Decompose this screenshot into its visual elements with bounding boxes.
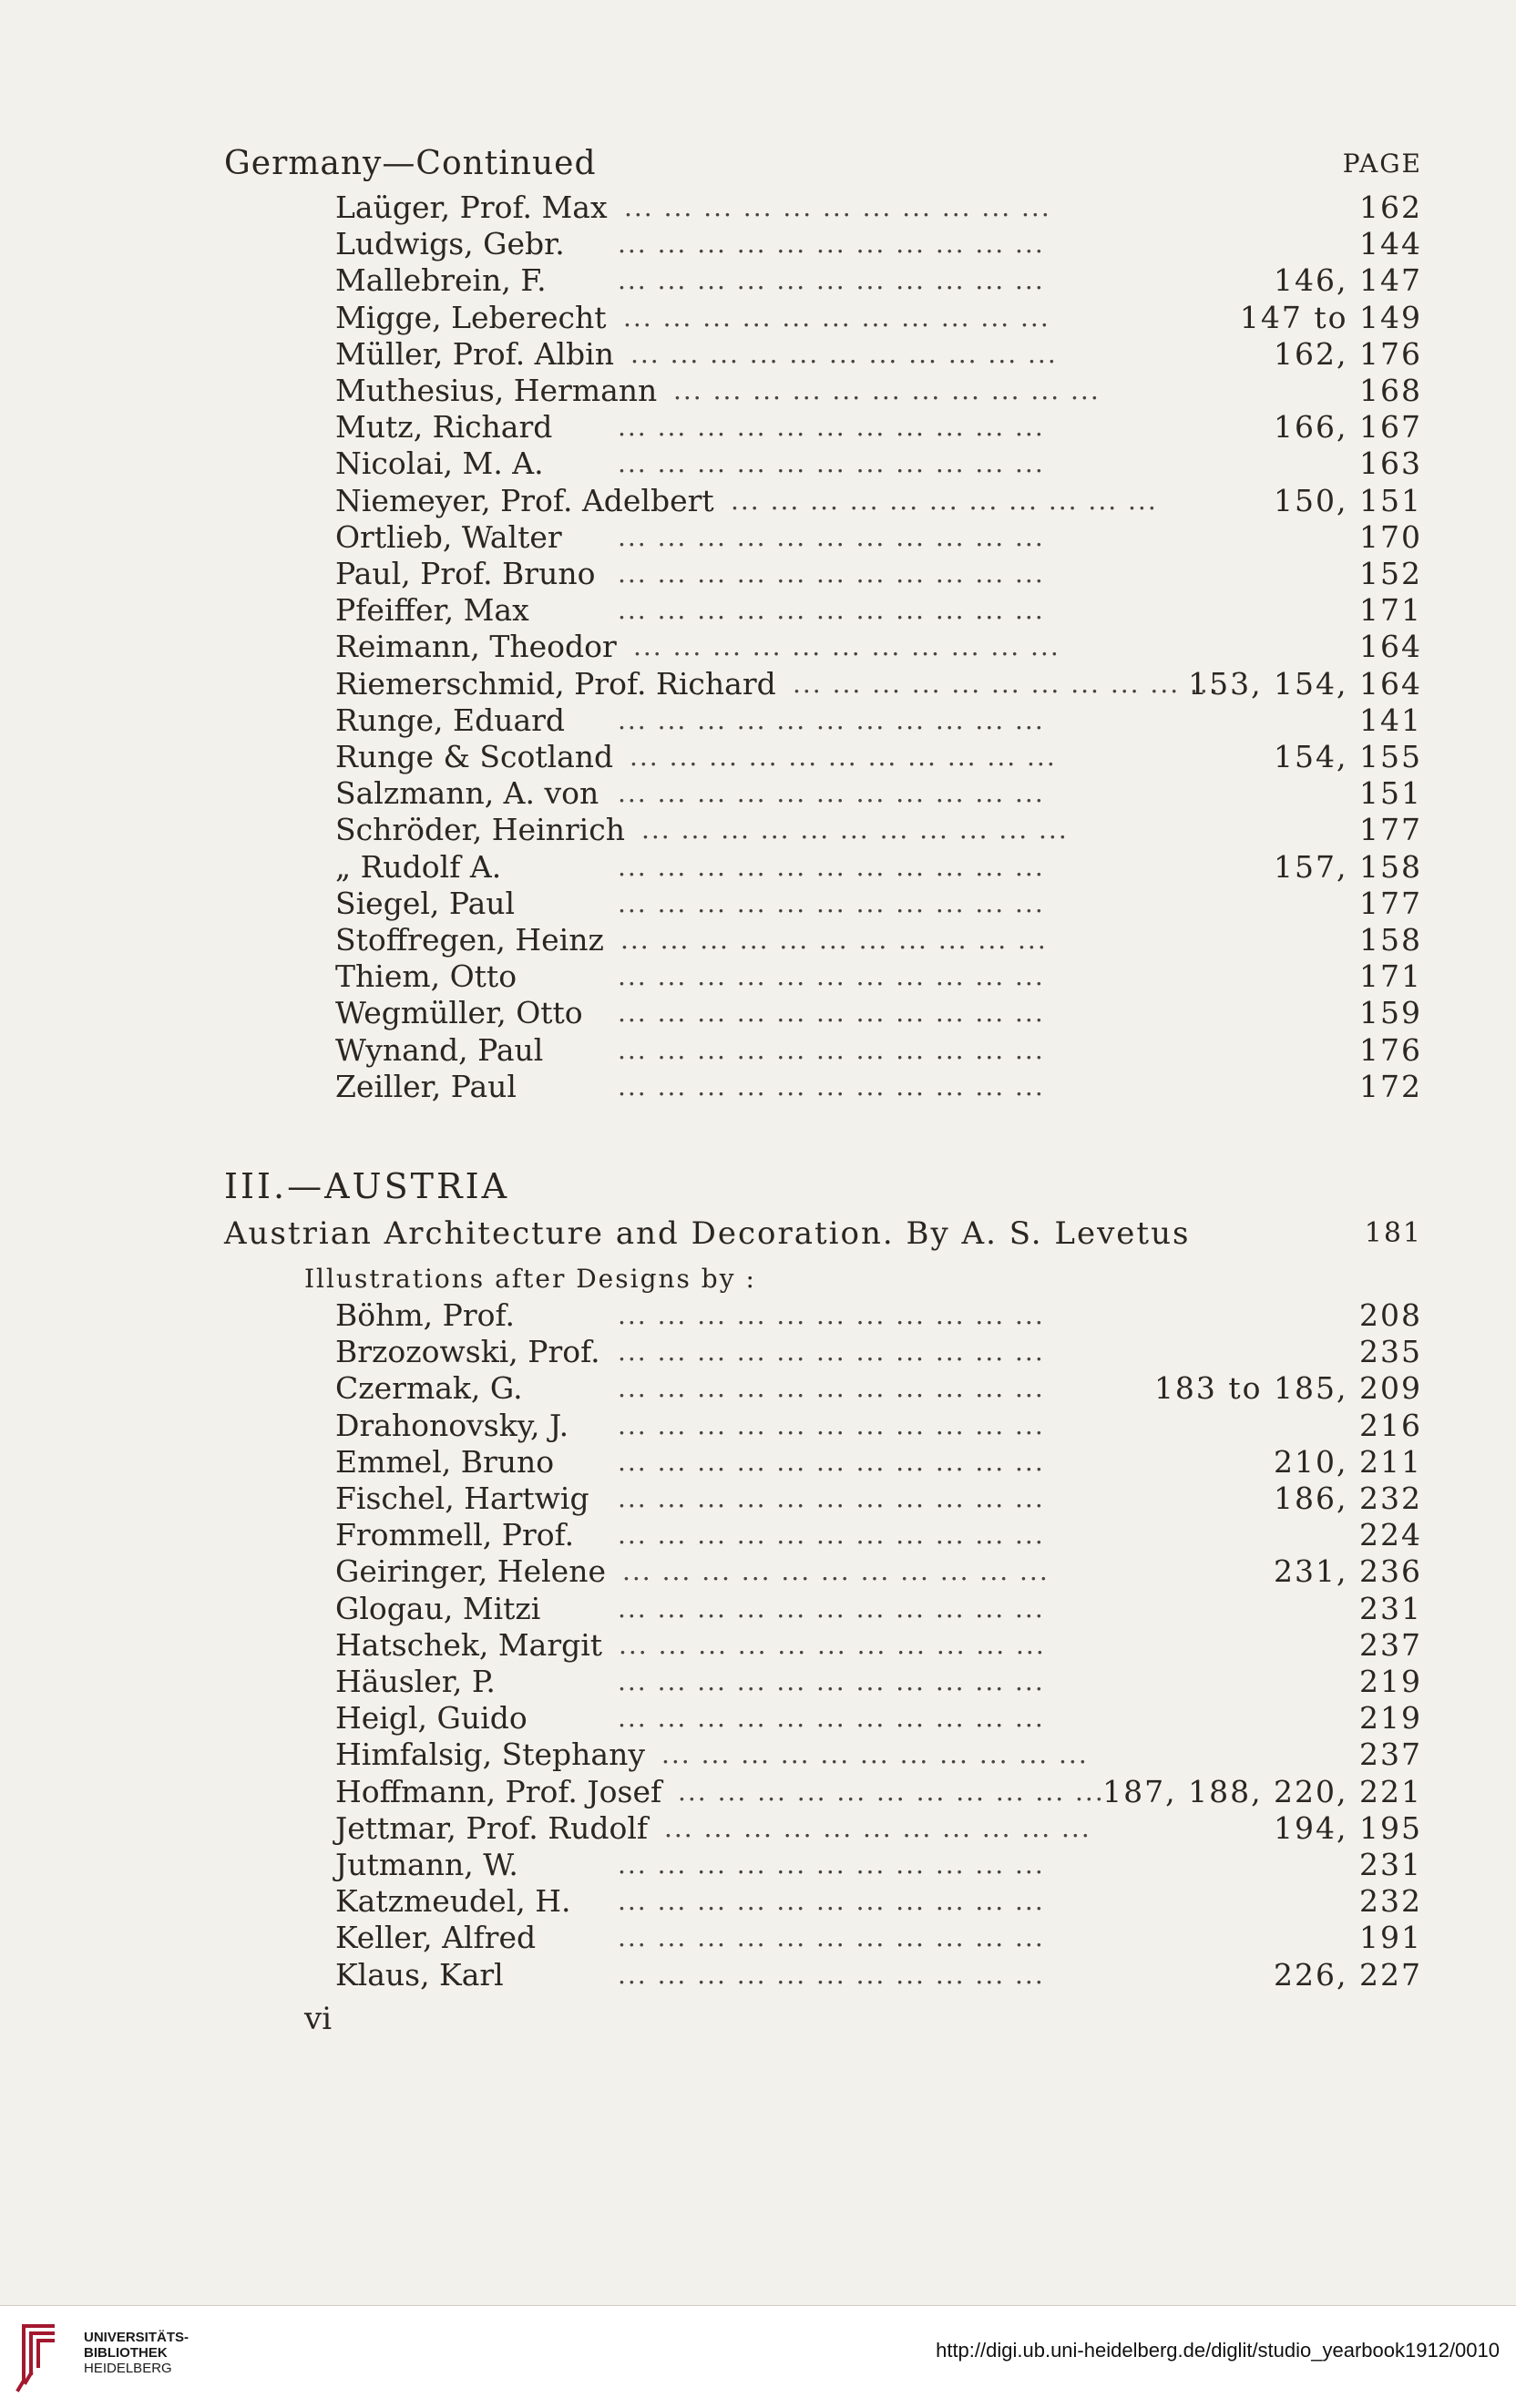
index-entry (335, 958, 1422, 995)
entry-name: Riemerschmid, Prof. Richard (335, 665, 776, 702)
entry-pages: 144 (1359, 226, 1422, 262)
entry-pages: 237 (1359, 1737, 1422, 1773)
entry-name: Wegmüller, Otto (335, 995, 583, 1031)
entry-pages: 237 (1359, 1626, 1422, 1663)
entry-pages: 191 (1359, 1920, 1422, 1956)
dot-leader: ... ... ... ... ... ... ... ... ... ... ... (619, 1629, 1046, 1660)
entry-pages: 171 (1359, 592, 1422, 629)
entry-name: Muthesius, Hermann (335, 373, 658, 408)
index-entry (335, 519, 1422, 556)
index-entry (335, 1883, 1422, 1920)
library-name-line: BIBLIOTHEK (84, 2345, 168, 2361)
entry-name: Frommell, Prof. (335, 1517, 575, 1553)
dot-leader: ... ... ... ... ... ... ... ... ... ... ... (618, 448, 1045, 479)
entry-name: Jettmar, Prof. Rudolf (335, 1809, 649, 1846)
entry-pages: 159 (1359, 995, 1422, 1031)
entry-pages: 176 (1359, 1031, 1422, 1068)
dot-leader: ... ... ... ... ... ... ... ... ... ... ... (618, 1666, 1045, 1696)
dot-leader: ... ... ... ... ... ... ... ... ... ... ... (618, 1337, 1045, 1368)
index-entry (335, 1032, 1422, 1069)
entry-pages: 226, 227 (1274, 1956, 1422, 1993)
entry-name: Klaus, Karl (335, 1956, 504, 1993)
entry-name: Siegel, Paul (335, 885, 516, 921)
illustrations-heading: Illustrations after Designs by : (304, 1264, 756, 1294)
dot-leader: ... ... ... ... ... ... ... ... ... ... ... (618, 1483, 1045, 1513)
dot-leader: ... ... ... ... ... ... ... ... ... ... ... (618, 1300, 1045, 1330)
dot-leader: ... ... ... ... ... ... ... ... ... ... ... (620, 925, 1048, 955)
index-entry (335, 1957, 1422, 1993)
index-entry (335, 592, 1422, 629)
entry-name: Emmel, Bruno (335, 1443, 555, 1480)
entry-name: Häusler, P. (335, 1664, 496, 1699)
index-entry (335, 886, 1422, 922)
entry-pages: 166, 167 (1274, 409, 1422, 446)
index-entry (335, 812, 1422, 848)
entry-pages: 152 (1359, 556, 1422, 591)
dot-leader: ... ... ... ... ... ... ... ... ... ... ... (661, 1739, 1089, 1770)
entry-name: Laüger, Prof. Max (335, 190, 608, 225)
entry-name: Reimann, Theodor (335, 629, 617, 665)
entry-pages: 232 (1359, 1883, 1422, 1920)
article-title: Austrian Architecture and Decoration. By A. S. Levetus (224, 1215, 1191, 1252)
entry-name: Jutmann, W. (335, 1847, 518, 1882)
entry-name: Ludwigs, Gebr. (335, 226, 565, 262)
index-entry (335, 1774, 1422, 1810)
entry-name: Himfalsig, Stephany (335, 1737, 646, 1773)
entry-name: Paul, Prof. Bruno (335, 556, 596, 591)
entry-name: Mallebrein, F. (335, 262, 547, 299)
page-column-label: PAGE (1342, 149, 1422, 179)
library-name (84, 2330, 189, 2376)
dot-leader: ... ... ... ... ... ... ... ... ... ... ... (618, 887, 1045, 918)
entry-name: „ Rudolf A. (335, 848, 502, 885)
index-entry (335, 1069, 1422, 1105)
entry-pages: 177 (1359, 885, 1422, 921)
entry-name: Stoffregen, Heinz (335, 922, 604, 958)
entry-pages: 171 (1359, 958, 1422, 995)
dot-leader: ... ... ... ... ... ... ... ... ... ... ... (624, 192, 1051, 222)
dot-leader: ... ... ... ... ... ... ... ... ... ... ... (618, 1959, 1045, 1990)
index-entry (335, 1920, 1422, 1956)
index-entry (335, 226, 1422, 262)
entry-name: Mutz, Richard (335, 409, 553, 446)
entry-pages: 216 (1359, 1407, 1422, 1443)
dot-leader: ... ... ... ... ... ... ... ... ... ... ... (618, 595, 1045, 626)
entry-pages: 231 (1359, 1590, 1422, 1626)
entry-name: Schröder, Heinrich (335, 812, 625, 848)
index-entry (335, 1444, 1422, 1481)
entry-pages: 157, 158 (1274, 848, 1422, 885)
entry-pages: 158 (1359, 922, 1422, 958)
dot-leader: ... ... ... ... ... ... ... ... ... ... ... (618, 1593, 1045, 1624)
austria-section-title: III.—AUSTRIA (224, 1166, 510, 1206)
entry-name: Runge, Eduard (335, 702, 566, 738)
dot-leader: ... ... ... ... ... ... ... ... ... ... ... (618, 1850, 1045, 1880)
index-entry (335, 629, 1422, 665)
entry-name: Hatschek, Margit (335, 1626, 603, 1663)
entry-pages: 177 (1359, 812, 1422, 848)
entry-name: Geiringer, Helene (335, 1553, 606, 1590)
dot-leader: ... ... ... ... ... ... ... ... ... ... ... (618, 851, 1045, 882)
dot-leader: ... ... ... ... ... ... ... ... ... ... ... (618, 265, 1045, 296)
dot-leader: ... ... ... ... ... ... ... ... ... ... ... (618, 961, 1045, 992)
index-entry (335, 300, 1422, 336)
index-entry (335, 409, 1422, 446)
source-url-link[interactable]: http://digi.ub.uni-heidelberg.de/diglit/studio_yearbook1912/0010 (936, 2339, 1500, 2362)
entry-pages: 146, 147 (1274, 262, 1422, 299)
entry-pages: 141 (1359, 702, 1422, 738)
index-entry (335, 922, 1422, 958)
entry-name: Fischel, Hartwig (335, 1481, 589, 1516)
entry-pages: 231 (1359, 1847, 1422, 1882)
entry-pages: 147 to 149 (1239, 299, 1422, 335)
entry-pages: 208 (1359, 1297, 1422, 1333)
dot-leader: ... ... ... ... ... ... ... ... ... ... ... (633, 631, 1060, 662)
entry-pages: 187, 188, 220, 221 (1102, 1773, 1422, 1809)
index-entry (335, 1517, 1422, 1553)
dot-leader: ... ... ... ... ... ... ... ... ... ... ... (664, 1812, 1091, 1843)
library-logo-icon (16, 2317, 71, 2393)
dot-leader: ... ... ... ... ... ... ... ... ... ... ... (618, 521, 1045, 552)
entry-name: Salzmann, A. von (335, 775, 599, 812)
index-entry (335, 1627, 1422, 1664)
header-title: Germany—Continued (224, 145, 597, 182)
dot-leader: ... ... ... ... ... ... ... ... ... ... ... (622, 1556, 1050, 1587)
index-entry (335, 1553, 1422, 1590)
entry-name: Zeiller, Paul (335, 1068, 517, 1104)
index-entry (335, 262, 1422, 299)
index-entry (335, 1737, 1422, 1773)
dot-leader: ... ... ... ... ... ... ... ... ... ... ... (618, 412, 1045, 443)
entry-name: Czermak, G. (335, 1370, 523, 1407)
library-footer (0, 2305, 1516, 2408)
entry-pages: 164 (1359, 629, 1422, 665)
index-entry (335, 666, 1422, 702)
dot-leader: ... ... ... ... ... ... ... ... ... ... ... (623, 302, 1050, 333)
dot-leader: ... ... ... ... ... ... ... ... ... ... ... (618, 1373, 1045, 1404)
entry-pages: 194, 195 (1274, 1809, 1422, 1846)
entry-pages: 170 (1359, 518, 1422, 555)
index-entry (335, 1297, 1422, 1334)
dot-leader: ... ... ... ... ... ... ... ... ... ... ... (618, 229, 1045, 260)
entry-name: Drahonovsky, J. (335, 1407, 569, 1443)
dot-leader: ... ... ... ... ... ... ... ... ... ... ... (618, 998, 1045, 1029)
index-entry (335, 1334, 1422, 1370)
library-name-line: HEIDELBERG (84, 2361, 172, 2376)
dot-leader: ... ... ... ... ... ... ... ... ... ... ... (618, 778, 1045, 809)
entry-pages: 219 (1359, 1700, 1422, 1737)
entry-name: Runge & Scotland (335, 739, 614, 774)
entry-name: Heigl, Guido (335, 1700, 528, 1737)
index-entry (335, 483, 1422, 519)
page-folio: vi (304, 2001, 333, 2037)
dot-leader: ... ... ... ... ... ... ... ... ... ... ... (630, 742, 1057, 772)
entry-pages: 163 (1359, 446, 1422, 482)
entry-pages: 231, 236 (1274, 1553, 1422, 1590)
library-name-line: UNIVERSITÄTS- (84, 2330, 190, 2345)
entry-name: Pfeiffer, Max (335, 592, 529, 629)
index-entry (335, 702, 1422, 739)
index-entry (335, 1481, 1422, 1517)
dot-leader: ... ... ... ... ... ... ... ... ... ... ... (618, 558, 1045, 589)
entry-name: Glogau, Mitzi (335, 1590, 541, 1626)
index-entry (335, 775, 1422, 812)
index-entry (335, 1700, 1422, 1737)
entry-pages: 151 (1359, 775, 1422, 812)
entry-pages: 210, 211 (1274, 1443, 1422, 1480)
entry-pages: 172 (1359, 1068, 1422, 1104)
index-entry (335, 1370, 1422, 1407)
index-entry (335, 373, 1422, 409)
index-entry (335, 336, 1422, 373)
dot-leader: ... ... ... ... ... ... ... ... ... ... ... (793, 668, 1220, 699)
section-header (224, 146, 1422, 182)
dot-leader: ... ... ... ... ... ... ... ... ... ... ... (618, 1703, 1045, 1734)
entry-name: Böhm, Prof. (335, 1297, 516, 1333)
index-entry (335, 995, 1422, 1031)
dot-leader: ... ... ... ... ... ... ... ... ... ... ... (630, 338, 1058, 369)
dot-leader: ... ... ... ... ... ... ... ... ... ... ... (731, 485, 1158, 516)
index-entry (335, 1847, 1422, 1883)
entry-name: Ortlieb, Walter (335, 518, 562, 555)
dot-leader: ... ... ... ... ... ... ... ... ... ... ... (618, 1886, 1045, 1917)
index-entry (335, 849, 1422, 886)
index-entry (335, 446, 1422, 482)
entry-pages: 186, 232 (1274, 1481, 1422, 1516)
dot-leader: ... ... ... ... ... ... ... ... ... ... ... (618, 1409, 1045, 1440)
dot-leader: ... ... ... ... ... ... ... ... ... ... ... (618, 1922, 1045, 1953)
entry-pages: 154, 155 (1274, 739, 1422, 774)
dot-leader: ... ... ... ... ... ... ... ... ... ... ... (618, 1520, 1045, 1551)
entry-name: Migge, Leberecht (335, 299, 607, 335)
entry-name: Nicolai, M. A. (335, 446, 544, 482)
entry-name: Brzozowski, Prof. (335, 1334, 600, 1370)
dot-leader: ... ... ... ... ... ... ... ... ... ... ... (618, 1446, 1045, 1477)
entry-pages: 168 (1359, 373, 1422, 408)
index-entry (335, 1591, 1422, 1627)
entry-pages: 224 (1359, 1517, 1422, 1553)
dot-leader: ... ... ... ... ... ... ... ... ... ... ... (618, 704, 1045, 735)
index-entry (335, 1664, 1422, 1700)
article-entry (224, 1215, 1422, 1252)
index-entry (335, 1810, 1422, 1847)
index-entry (335, 1408, 1422, 1444)
entry-name: Niemeyer, Prof. Adelbert (335, 482, 714, 518)
entry-name: Hoffmann, Prof. Josef (335, 1773, 662, 1809)
entry-pages: 150, 151 (1274, 482, 1422, 518)
dot-leader: ... ... ... ... ... ... ... ... ... ... ... (618, 1034, 1045, 1065)
index-entry (335, 739, 1422, 775)
entry-pages: 219 (1359, 1664, 1422, 1699)
entry-pages: 162, 176 (1274, 335, 1422, 372)
entry-name: Katzmeudel, H. (335, 1883, 571, 1920)
dot-leader: ... ... ... ... ... ... ... ... ... ... ... (673, 375, 1101, 405)
entry-pages: 162 (1359, 190, 1422, 225)
article-page-number: 181 (1364, 1217, 1422, 1249)
entry-name: Thiem, Otto (335, 958, 517, 995)
dot-leader: ... ... ... ... ... ... ... ... ... ... ... (641, 815, 1069, 845)
entry-name: Wynand, Paul (335, 1031, 544, 1068)
dot-leader: ... ... ... ... ... ... ... ... ... ... ... (618, 1071, 1045, 1102)
entry-pages: 153, 154, 164 (1188, 665, 1422, 702)
entry-name: Müller, Prof. Albin (335, 335, 614, 372)
index-entry (335, 190, 1422, 226)
entry-name: Keller, Alfred (335, 1920, 537, 1956)
index-entry (335, 556, 1422, 592)
entry-pages: 235 (1359, 1334, 1422, 1370)
entry-pages: 183 to 185, 209 (1153, 1370, 1422, 1407)
dot-leader: ... ... ... ... ... ... ... ... ... ... ... (678, 1776, 1105, 1807)
